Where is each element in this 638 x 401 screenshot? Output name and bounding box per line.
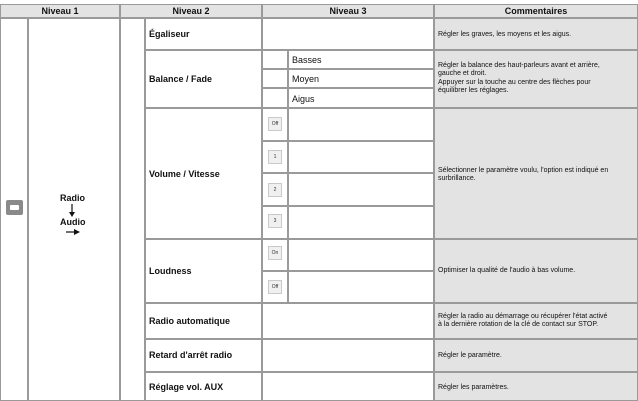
- level1-audio-label: Audio: [60, 217, 86, 227]
- row-volume-label: Volume / Vitesse: [149, 169, 220, 179]
- row-balance-comment-line1: Régler la balance des haut-parleurs avant et arrière,: [438, 62, 600, 69]
- balance-chip-cell: [262, 88, 288, 108]
- row-volume-comment-line2: surbrillance.: [438, 174, 476, 182]
- volume-option-2-chip[interactable]: 2: [268, 183, 282, 197]
- arrow-right-icon: [66, 228, 80, 236]
- row-radio-delay-comment: Régler le paramètre.: [438, 352, 502, 359]
- balance-chip-cell: [262, 69, 288, 88]
- balance-option-bass-label: Basses: [292, 55, 322, 65]
- volume-option-1-chip[interactable]: 1: [268, 150, 282, 164]
- level1-radio-label: Radio: [60, 193, 86, 203]
- volume-option-cell[interactable]: [288, 206, 434, 239]
- volume-option-cell[interactable]: [288, 173, 434, 206]
- loudness-option-cell[interactable]: [288, 239, 434, 271]
- row-balance-comment-line4: équilibrer les réglages.: [438, 86, 509, 94]
- row-auto-radio-comment-line2: à la dernière rotation de la clé de contact sur STOP.: [438, 320, 599, 328]
- header-level3: Niveau 3: [262, 4, 434, 18]
- row-equalizer-comment: Régler les graves, les moyens et les aigus.: [438, 31, 572, 38]
- header-level2: Niveau 2: [120, 4, 262, 18]
- row-auto-radio-level3-cell: [262, 303, 434, 339]
- balance-chip-cell: [262, 50, 288, 69]
- row-auto-radio-comment-line1: Régler la radio au démarrage ou récupérer l'état activé: [438, 313, 608, 320]
- row-radio-delay-level3-cell: [262, 339, 434, 372]
- row-balance-label: Balance / Fade: [149, 74, 213, 84]
- row-aux-volume-comment: Régler les paramètres.: [438, 384, 509, 391]
- volume-option-3-chip[interactable]: 3: [268, 214, 282, 228]
- volume-option-cell[interactable]: [288, 108, 434, 141]
- row-volume-comment-line1: Sélectionner le paramètre voulu, l'option est indiqué en: [438, 167, 609, 174]
- row-aux-volume-label: Réglage vol. AUX: [149, 382, 224, 392]
- row-equalizer-level3-cell: [262, 18, 434, 50]
- loudness-option-cell[interactable]: [288, 271, 434, 303]
- arrow-down-icon: [68, 204, 76, 217]
- row-balance-comment-line2: gauche et droit.: [438, 69, 487, 77]
- row-radio-delay-label: Retard d'arrêt radio: [149, 350, 233, 360]
- media-source-icon: [6, 200, 23, 215]
- row-balance-comment-line3: Appuyer sur la touche au centre des flèches pour: [438, 79, 591, 86]
- header-level1: Niveau 1: [0, 4, 120, 18]
- row-equalizer-label: Égaliseur: [149, 29, 190, 39]
- loudness-option-off-chip[interactable]: Off: [268, 280, 282, 294]
- loudness-option-on-chip[interactable]: On: [268, 246, 282, 260]
- row-aux-volume-level3-cell: [262, 372, 434, 401]
- balance-option-mid-label: Moyen: [292, 74, 320, 84]
- header-comments: Commentaires: [434, 4, 638, 18]
- balance-option-treble-label: Aigus: [292, 94, 315, 104]
- row-auto-radio-label: Radio automatique: [149, 316, 231, 326]
- volume-option-cell[interactable]: [288, 141, 434, 173]
- row-loudness-comment: Optimiser la qualité de l'audio à bas volume.: [438, 267, 576, 274]
- volume-option-off-chip[interactable]: Off: [268, 117, 282, 131]
- level2-indent-cell: [120, 18, 145, 401]
- row-loudness-label: Loudness: [149, 266, 192, 276]
